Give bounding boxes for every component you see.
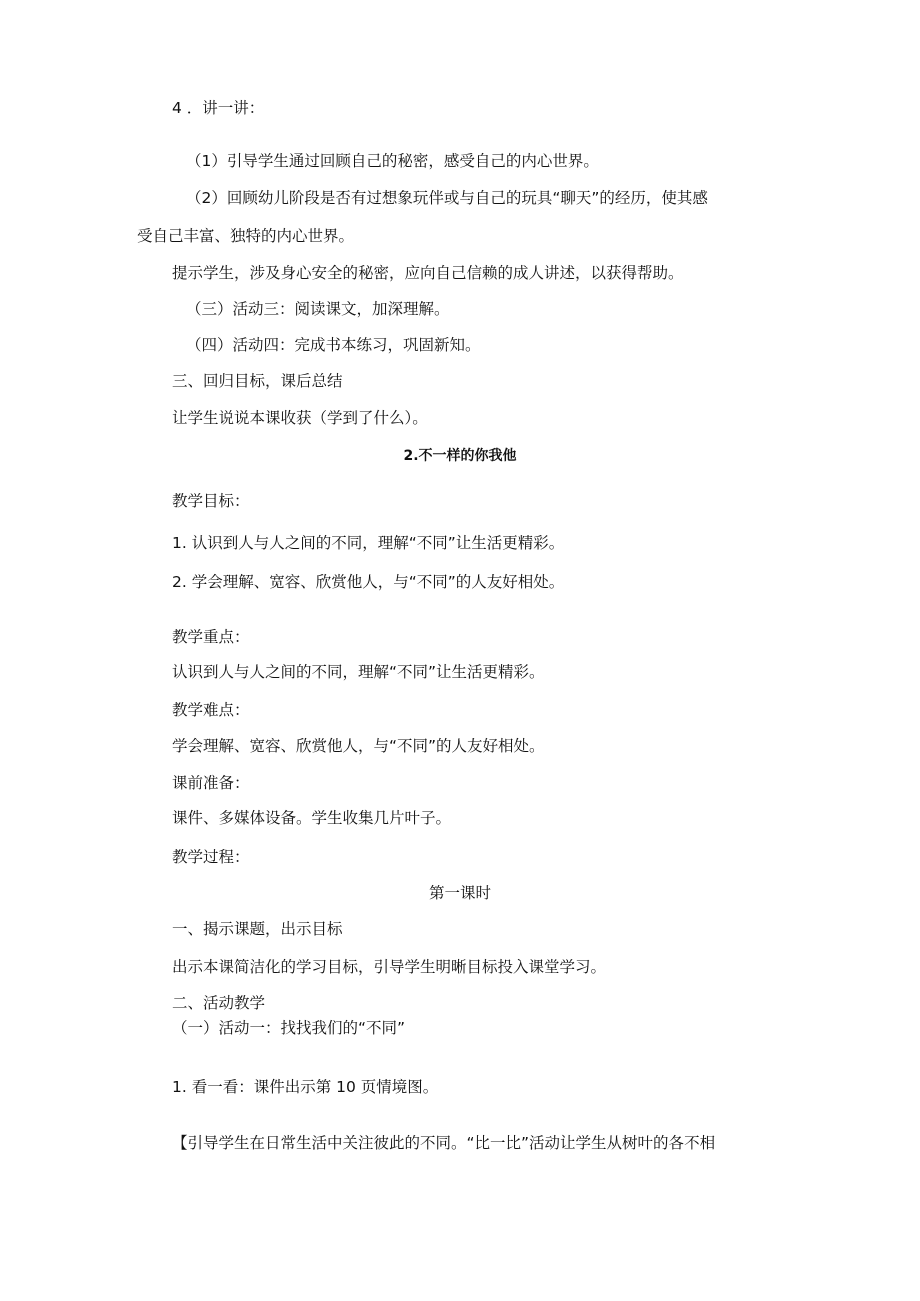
paragraph: 出示本课简洁化的学习目标，引导学生明晰目标投入课堂学习。 (172, 958, 607, 976)
paragraph: （1）引导学生通过回顾自己的秘密，感受自己的内心世界。 (186, 152, 599, 170)
session-title: 第一课时 (428, 884, 491, 902)
paragraph: 提示学生，涉及身心安全的秘密，应向自己信赖的成人讲述，以获得帮助。 (172, 264, 684, 282)
section-heading: 教学重点： (172, 628, 250, 646)
section-heading: 教学目标： (172, 492, 250, 510)
section-heading: 三、回归目标，课后总结 (172, 372, 343, 390)
paragraph: 受自己丰富、独特的内心世界。 (137, 227, 355, 245)
paragraph: （四）活动四：完成书本练习，巩固新知。 (186, 336, 481, 354)
paragraph: 【引导学生在日常生活中关注彼此的不同。“比一比”活动让学生从树叶的各不相 (172, 1134, 716, 1152)
section-heading: 课前准备： (172, 774, 250, 792)
paragraph: （三）活动三：阅读课文，加深理解。 (186, 300, 450, 318)
paragraph: 让学生说说本课收获（学到了什么）。 (172, 409, 428, 427)
paragraph: 课件、多媒体设备。学生收集几片叶子。 (172, 809, 452, 827)
paragraph: 认识到人与人之间的不同，理解“不同”让生活更精彩。 (172, 663, 545, 681)
list-item: 2. 学会理解、宽容、欣赏他人，与“不同”的人友好相处。 (172, 573, 565, 591)
paragraph: （2）回顾幼儿阶段是否有过想象玩伴或与自己的玩具“聊天”的经历，使其感 (186, 189, 708, 207)
list-item: 1. 认识到人与人之间的不同，理解“不同”让生活更精彩。 (172, 534, 565, 552)
section-heading: 教学过程： (172, 848, 250, 866)
section-heading: 二、活动教学 (172, 994, 266, 1012)
paragraph: 学会理解、宽容、欣赏他人，与“不同”的人友好相处。 (172, 737, 545, 755)
list-item: 1. 看一看：课件出示第 10 页情境图。 (172, 1078, 439, 1096)
lesson-title: 2.不一样的你我他 (403, 448, 517, 464)
section-heading: 4 ．讲一讲： (172, 99, 265, 117)
subsection-heading: （一）活动一：找找我们的“不同” (172, 1019, 406, 1037)
section-heading: 教学难点： (172, 701, 250, 719)
section-heading: 一、揭示课题，出示目标 (172, 920, 343, 938)
